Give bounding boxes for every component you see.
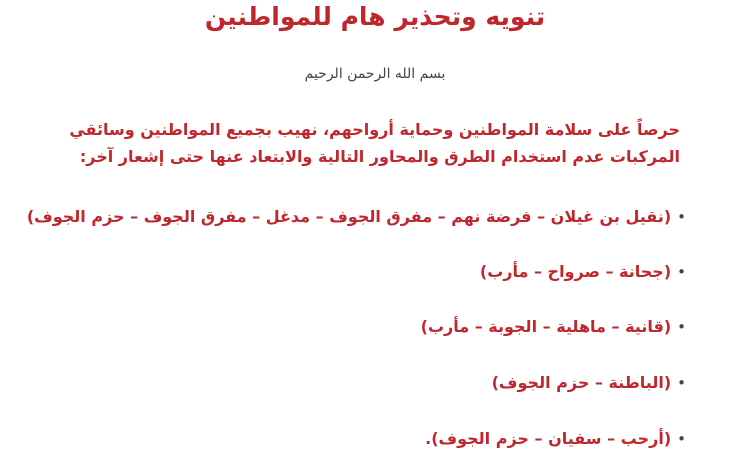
intro-paragraph: حرصاً على سلامة المواطنين وحماية أرواحهم، نهيب بجميع المواطنين وسائقي المركبات عدم استخدام الطرق والمحاور التالية والابتعاد عنها حتى إشعار آخر:: [69, 120, 680, 166]
route-item: [27, 206, 686, 228]
route-item: [492, 372, 686, 394]
route-item: [421, 316, 686, 338]
route-text: (قانية – ماهلية – الجوبة – مأرب): [420, 317, 672, 336]
route-item: [480, 261, 686, 283]
route-text: (جحانة – صرواح – مأرب): [479, 262, 672, 281]
route-text: (أرحب – سفيان – حزم الجوف).: [425, 429, 672, 448]
bullet-icon: •: [677, 318, 686, 336]
bullet-icon: •: [677, 430, 686, 448]
notice-title: تنويه وتحذير هام للمواطنين: [204, 2, 546, 31]
route-text: (الباطنة – حزم الجوف): [491, 373, 672, 392]
basmala-text: بسم الله الرحمن الرحيم: [304, 66, 446, 82]
route-item: [425, 428, 686, 450]
bullet-icon: •: [677, 374, 686, 392]
bullet-icon: •: [677, 208, 686, 226]
bullet-icon: •: [677, 263, 686, 281]
route-text: (نقيل بن غيلان – فرضة نهم – مفرق الجوف – مدغل – مفرق الجوف – حزم الجوف): [26, 207, 672, 226]
